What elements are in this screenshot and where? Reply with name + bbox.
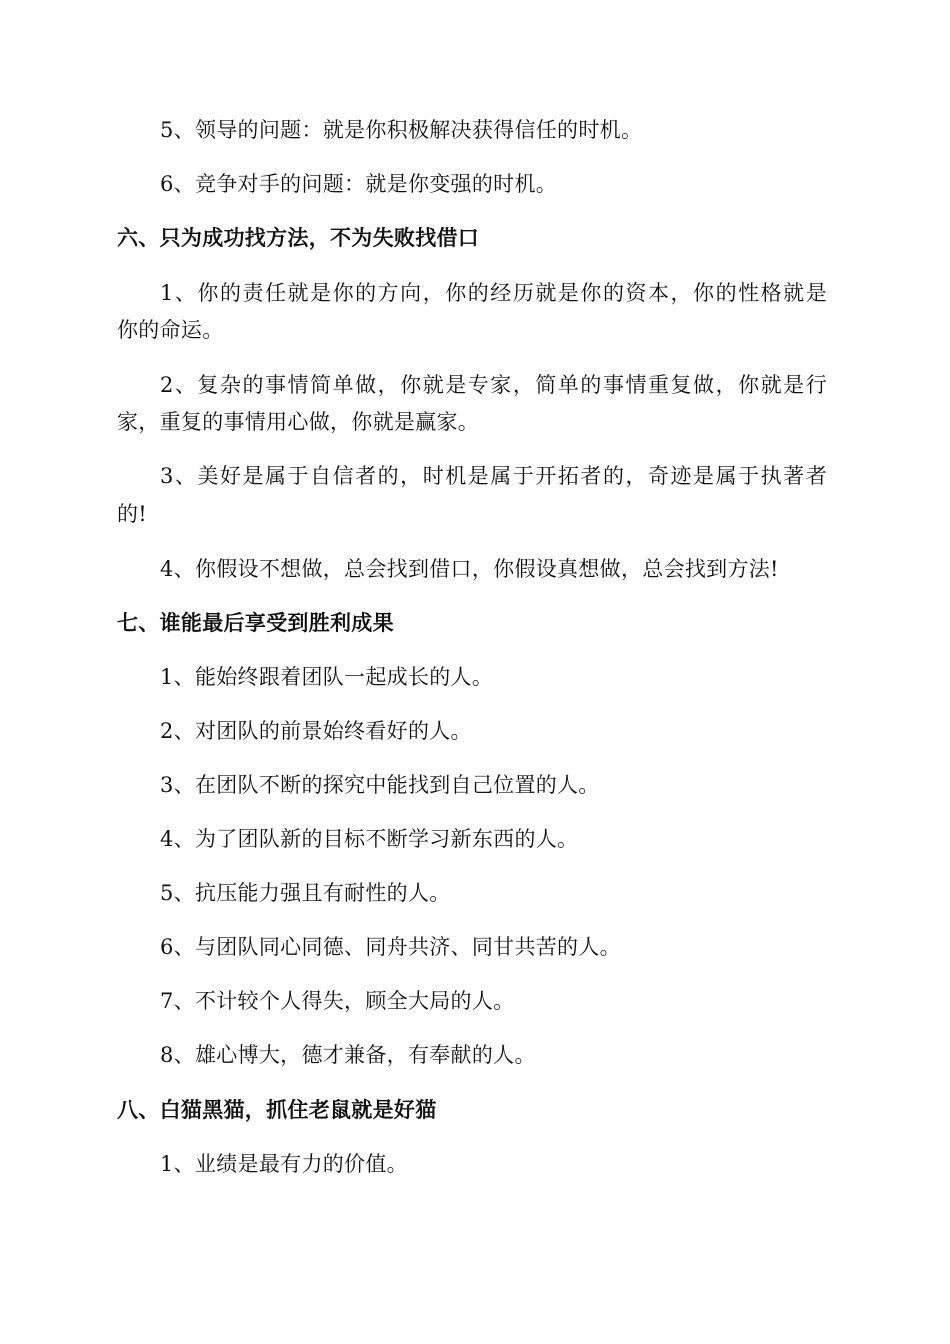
list-item: 3、美好是属于自信者的，时机是属于开拓者的，奇迹是属于执著者 — [160, 464, 827, 488]
section-heading-six: 六、只为成功找方法，不为失败找借口 — [117, 226, 480, 250]
list-item-continuation: 家，重复的事情用心做，你就是赢家。 — [117, 410, 480, 434]
list-item: 5、领导的问题：就是你积极解决获得信任的时机。 — [160, 118, 643, 142]
list-item: 4、你假设不想做，总会找到借口，你假设真想做，总会找到方法! — [160, 557, 779, 581]
list-item: 2、复杂的事情简单做，你就是专家，简单的事情重复做，你就是行 — [160, 373, 827, 397]
list-item: 5、抗压能力强且有耐性的人。 — [160, 881, 451, 905]
list-item: 3、在团队不断的探究中能找到自己位置的人。 — [160, 773, 600, 797]
list-item-continuation: 的! — [117, 502, 148, 526]
list-item-continuation: 你的命运。 — [117, 318, 224, 342]
list-item: 2、对团队的前景始终看好的人。 — [160, 719, 472, 743]
list-item: 1、你的责任就是你的方向，你的经历就是你的资本，你的性格就是 — [160, 281, 827, 305]
list-item: 6、与团队同心同德、同舟共济、同甘共苦的人。 — [160, 935, 621, 959]
list-item: 7、不计较个人得失，顾全大局的人。 — [160, 989, 515, 1013]
section-heading-seven: 七、谁能最后享受到胜利成果 — [117, 611, 394, 635]
list-item: 4、为了团队新的目标不断学习新东西的人。 — [160, 827, 579, 851]
list-item: 1、业绩是最有力的价值。 — [160, 1152, 408, 1176]
list-item: 1、能始终跟着团队一起成长的人。 — [160, 665, 494, 689]
section-heading-eight: 八、白猫黑猫，抓住老鼠就是好猫 — [117, 1098, 437, 1122]
list-item: 8、雄心博大，德才兼备，有奉献的人。 — [160, 1043, 536, 1067]
list-item: 6、竞争对手的问题：就是你变强的时机。 — [160, 172, 558, 196]
